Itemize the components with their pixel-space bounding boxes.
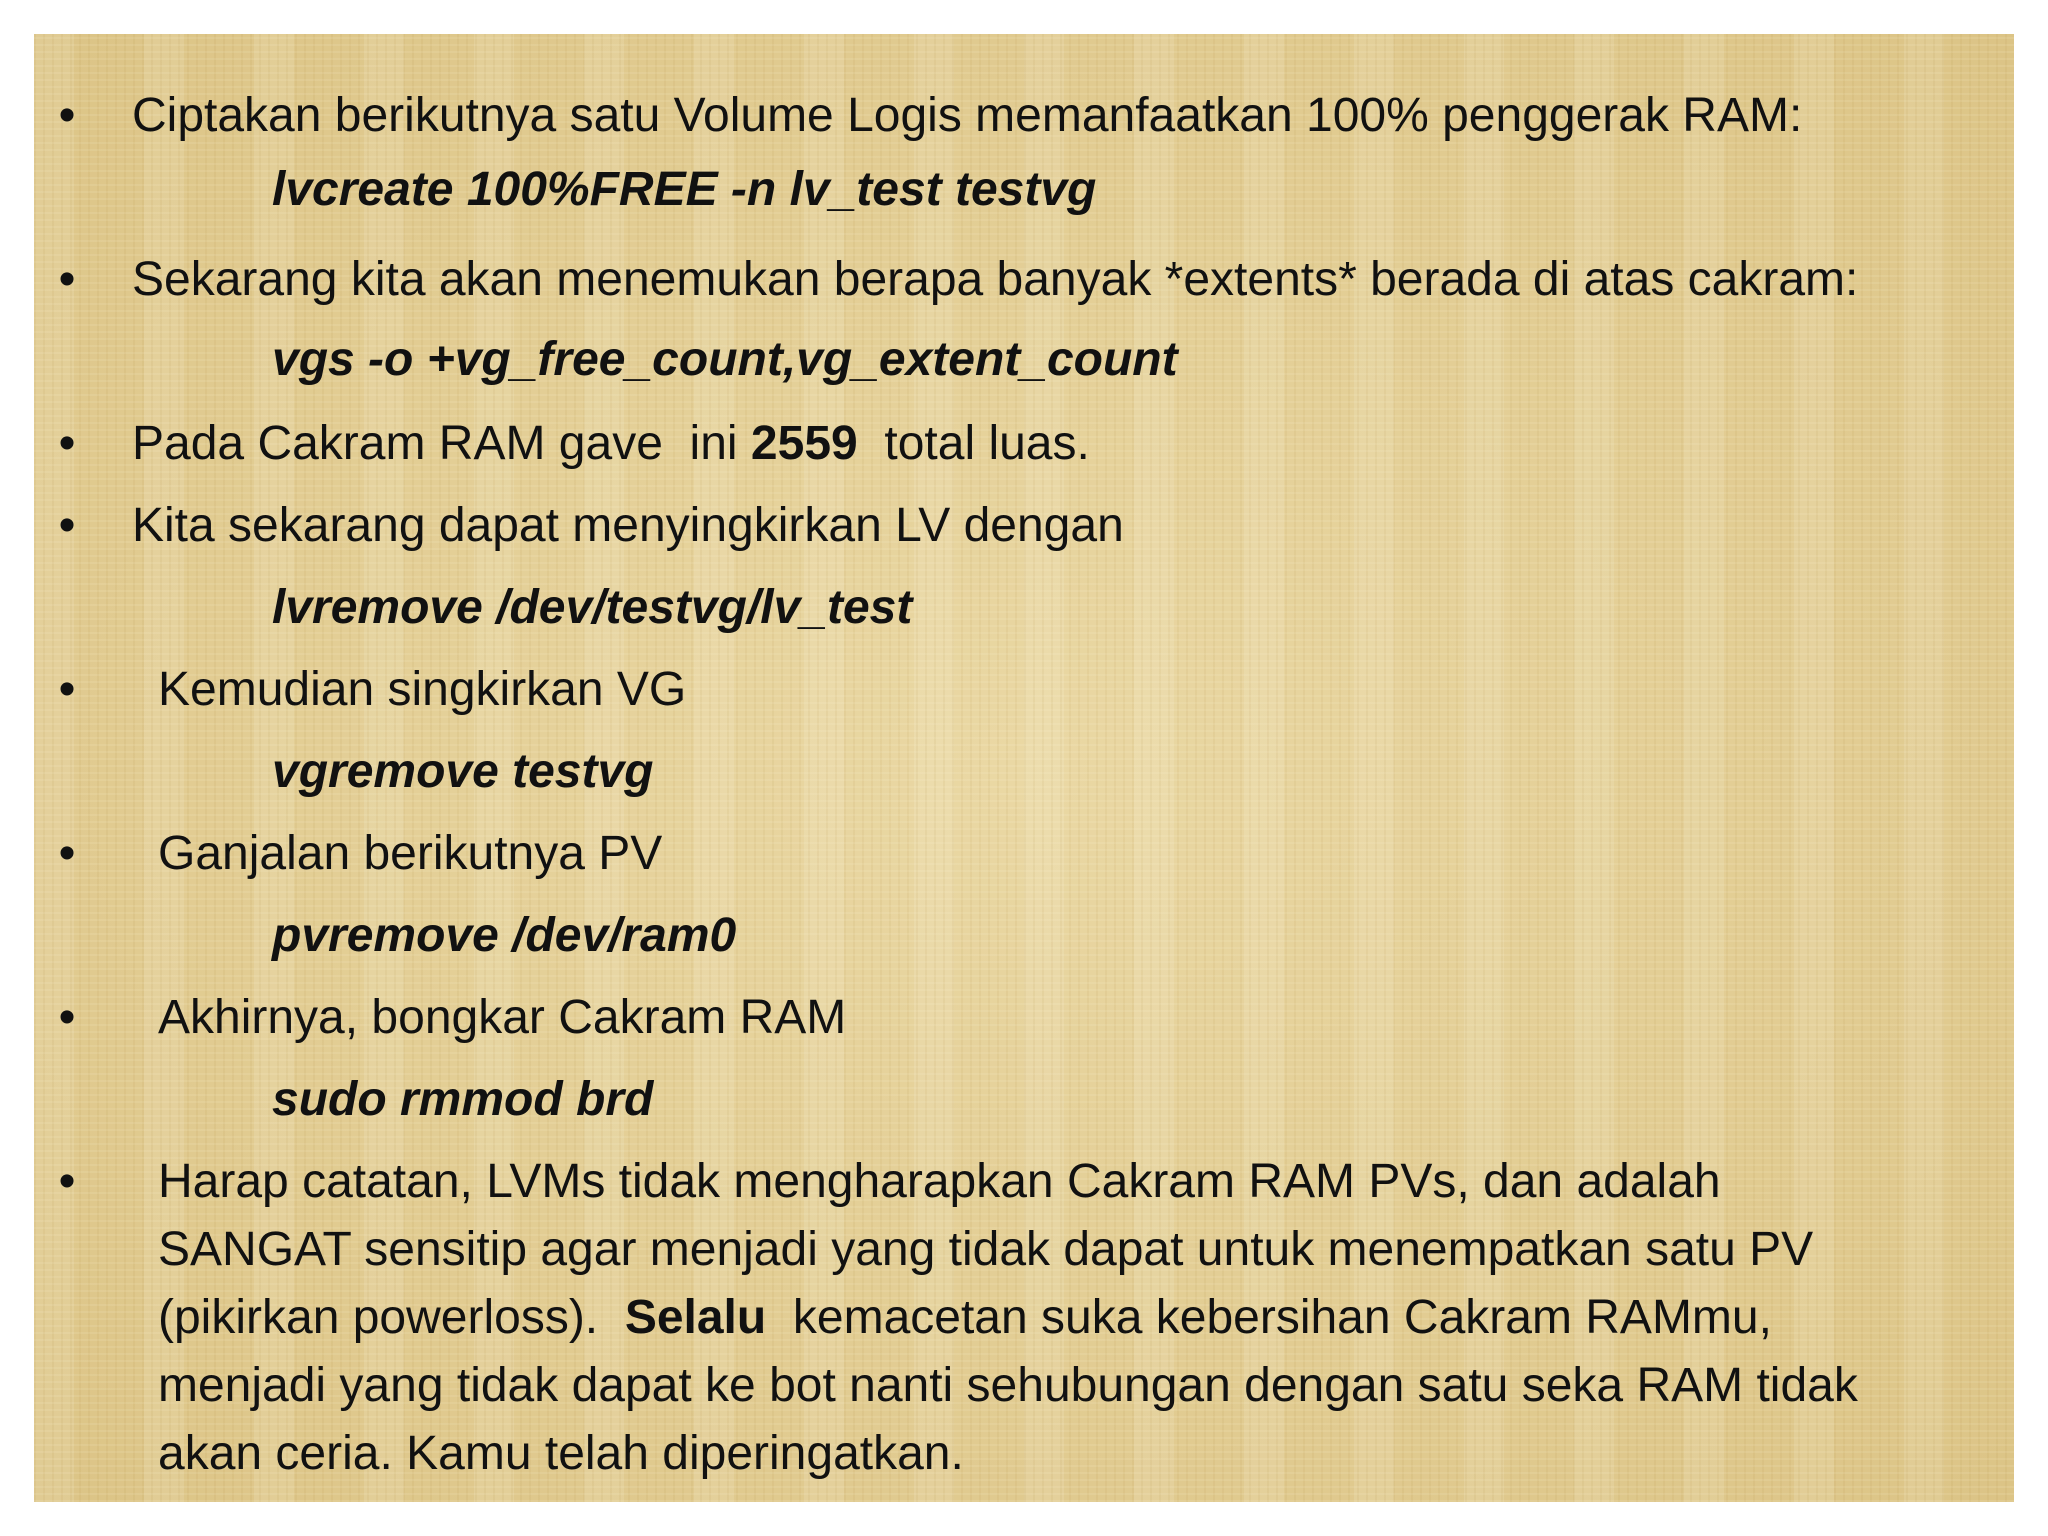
command-text: vgs -o +vg_free_count,vg_extent_count xyxy=(272,333,1178,386)
emphasis-text: Selalu xyxy=(624,1291,767,1344)
bullet-text: Akhirnya, bongkar Cakram RAM xyxy=(158,991,847,1044)
bullet-text xyxy=(132,410,1090,478)
command-text: lvremove /dev/testvg/lv_test xyxy=(272,581,913,634)
bullet-text: Ciptakan berikutnya satu Volume Logis memanfaatkan 100% penggerak RAM: xyxy=(132,89,1803,142)
bullet-marker: • xyxy=(58,1155,76,1208)
command-text: sudo rmmod brd xyxy=(272,1073,654,1126)
bullet-marker: • xyxy=(58,253,76,306)
bullet-marker: • xyxy=(58,89,76,142)
bullet-marker: • xyxy=(58,663,76,716)
warning-paragraph xyxy=(158,1148,1998,1488)
command-text: pvremove /dev/ram0 xyxy=(272,909,737,962)
command-text: lvcreate 100%FREE -n lv_test testvg xyxy=(272,163,1097,216)
warning-line: Harap catatan, LVMs tidak mengharapkan Cakram RAM PVs, dan adalah xyxy=(158,1155,1721,1208)
bullet-text: Ganjalan berikutnya PV xyxy=(158,827,663,880)
warning-line: menjadi yang tidak dapat ke bot nanti sehubungan dengan satu seka RAM tidak xyxy=(158,1359,1858,1412)
text-segment: (pikirkan powerloss). xyxy=(158,1291,625,1344)
warning-line xyxy=(158,1284,1998,1352)
text-segment: Pada Cakram RAM gave ini xyxy=(132,417,751,470)
bullet-text: Kita sekarang dapat menyingkirkan LV dengan xyxy=(132,499,1124,552)
bullet-text: Kemudian singkirkan VG xyxy=(158,663,687,716)
warning-line: SANGAT sensitip agar menjadi yang tidak dapat untuk menempatkan satu PV xyxy=(158,1223,1814,1276)
bullet-marker: • xyxy=(58,827,76,880)
extent-count-value: 2559 xyxy=(750,417,858,470)
bullet-text: Sekarang kita akan menemukan berapa banyak *extents* berada di atas cakram: xyxy=(132,253,1859,306)
slide-background xyxy=(34,34,2014,1502)
bullet-marker: • xyxy=(58,991,76,1044)
text-segment: total luas. xyxy=(857,417,1090,470)
command-text: vgremove testvg xyxy=(272,745,654,798)
bullet-marker: • xyxy=(58,499,76,552)
warning-line: akan ceria. Kamu telah diperingatkan. xyxy=(158,1427,964,1480)
text-segment: kemacetan suka kebersihan Cakram RAMmu, xyxy=(766,1291,1772,1344)
bullet-marker: • xyxy=(58,417,76,470)
